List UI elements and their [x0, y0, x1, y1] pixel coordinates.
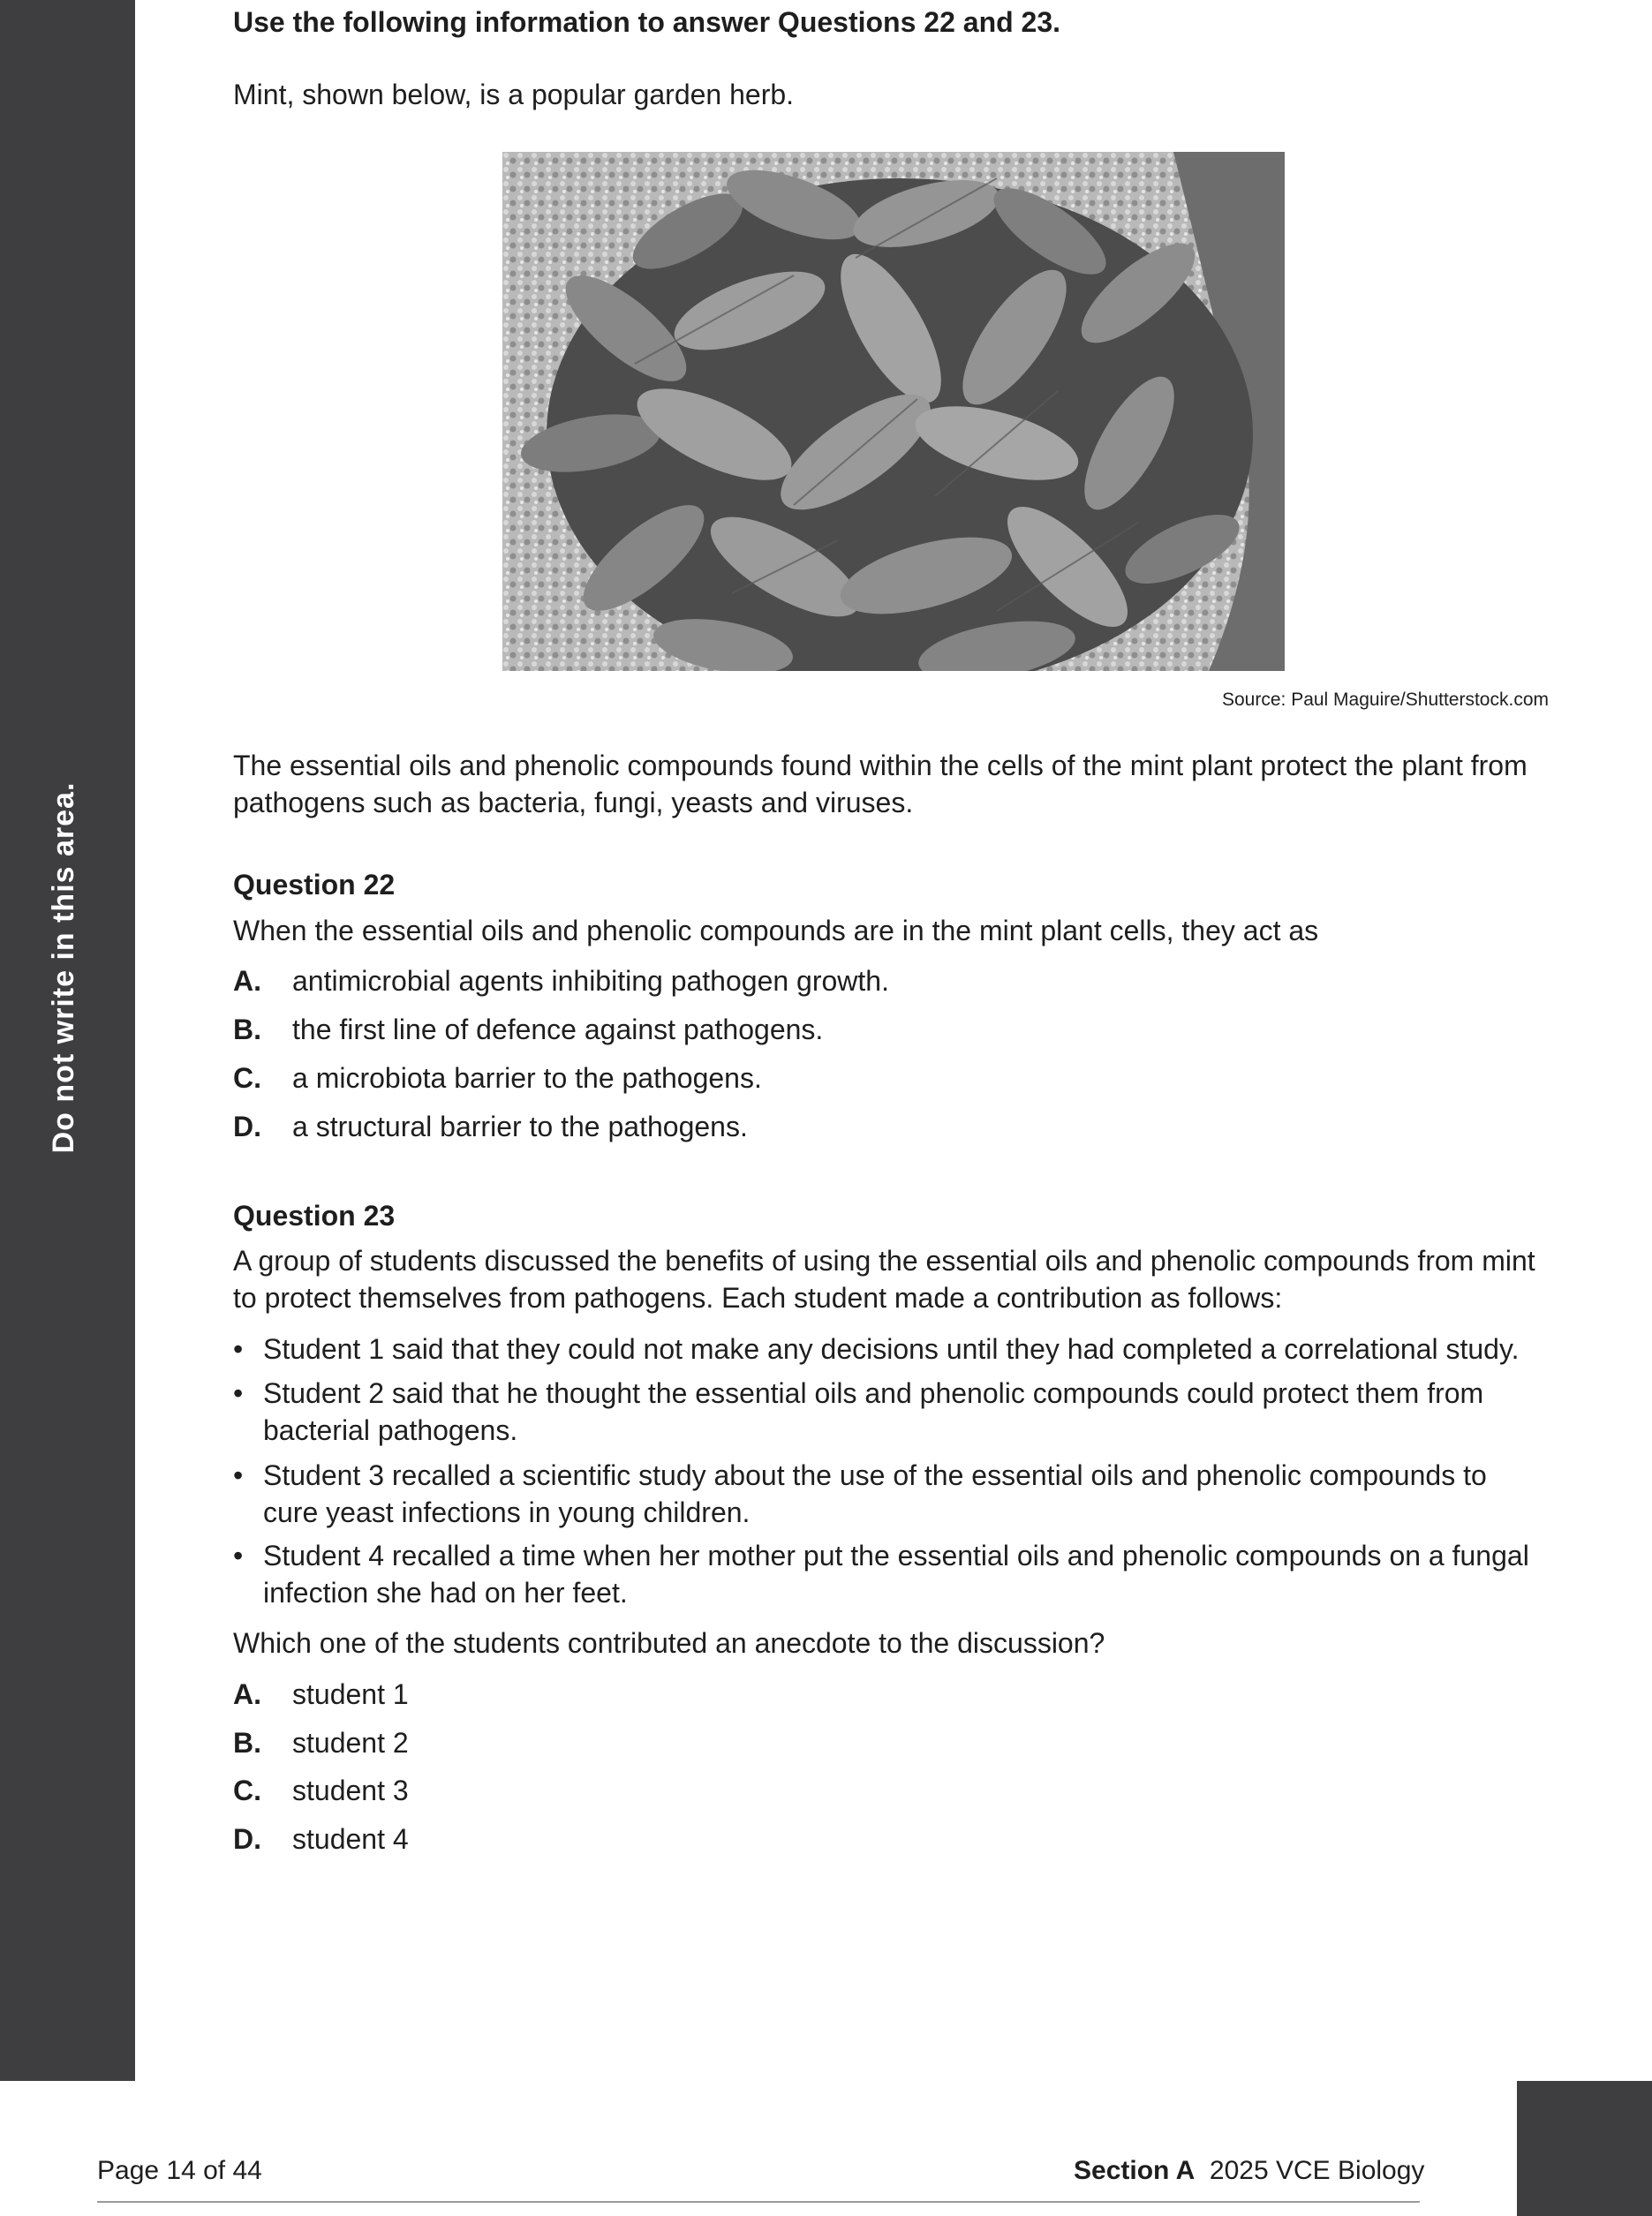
intro-paragraph: The essential oils and phenolic compounds found within the cells of the mint plant protect the plant from pathogens such as bacteria, fungi, yeasts and viruses.	[233, 750, 1528, 818]
bullet-text: Student 2 said that he thought the essential oils and phenolic compounds could protect them from bacterial pathogens.	[263, 1377, 1484, 1446]
option-letter: A.	[233, 1678, 261, 1710]
mint-photo	[502, 152, 1285, 671]
corner-block	[1517, 2081, 1652, 2216]
q23-option-c[interactable]	[233, 1772, 409, 1809]
do-not-write-notice: Do not write in this area.	[47, 781, 80, 1154]
q23-option-b[interactable]	[233, 1724, 409, 1761]
option-text: antimicrobial agents inhibiting pathogen growth.	[292, 965, 889, 997]
footer-divider	[97, 2201, 1420, 2203]
option-letter: D.	[233, 1111, 261, 1142]
bullet-text: Student 1 said that they could not make any decisions until they had completed a correlational study.	[263, 1333, 1520, 1365]
mint-plant-image	[502, 152, 1285, 671]
bullet-text: Student 4 recalled a time when her mother put the essential oils and phenolic compounds on a fungal infection she had on her feet.	[263, 1540, 1529, 1609]
option-text: the first line of defence against pathogens.	[292, 1014, 824, 1045]
option-letter: B.	[233, 1014, 261, 1045]
bullet-dot-icon: •	[233, 1333, 244, 1365]
option-letter: A.	[233, 965, 261, 997]
question-22-stem: When the essential oils and phenolic compounds are in the mint plant cells, they act as	[233, 915, 1319, 946]
q23-option-d[interactable]	[233, 1820, 409, 1858]
bullet-dot-icon: •	[233, 1540, 244, 1572]
footer-section-info	[1074, 2156, 1424, 2186]
q22-option-b[interactable]	[233, 1011, 823, 1048]
footer-section: Section A	[1074, 2156, 1196, 2185]
info-heading: Use the following information to answer Questions 22 and 23.	[233, 6, 1061, 38]
student-4-bullet	[233, 1537, 1549, 1611]
student-1-bullet	[233, 1330, 1558, 1368]
margin-sidebar	[0, 0, 135, 2081]
q22-option-d[interactable]	[233, 1108, 748, 1145]
student-2-bullet	[233, 1375, 1540, 1449]
option-letter: B.	[233, 1727, 261, 1759]
q22-option-a[interactable]	[233, 962, 889, 999]
option-text: student 3	[292, 1775, 409, 1806]
option-text: a microbiota barrier to the pathogens.	[292, 1062, 762, 1094]
option-letter: C.	[233, 1775, 261, 1806]
question-23-title: Question 23	[233, 1200, 396, 1232]
student-3-bullet	[233, 1457, 1540, 1531]
option-text: student 2	[292, 1727, 409, 1759]
option-text: a structural barrier to the pathogens.	[292, 1111, 748, 1142]
image-source-credit: Source: Paul Maguire/Shutterstock.com	[1221, 690, 1549, 710]
bullet-dot-icon: •	[233, 1377, 244, 1409]
question-23-stem: A group of students discussed the benefits of using the essential oils and phenolic compounds from mint to protect themselves from pathogens. Each student made a contribution as follows:	[233, 1245, 1535, 1314]
q23-option-a[interactable]	[233, 1676, 409, 1713]
page-number: Page 14 of 44	[97, 2156, 262, 2185]
question-23-prompt: Which one of the students contributed an anecdote to the discussion?	[233, 1627, 1105, 1659]
q22-option-c[interactable]	[233, 1059, 762, 1097]
intro-line: Mint, shown below, is a popular garden herb.	[233, 79, 795, 110]
bullet-text: Student 3 recalled a scientific study about the use of the essential oils and phenolic compounds to cure yeast infections in young children.	[263, 1459, 1487, 1528]
option-text: student 4	[292, 1823, 409, 1855]
question-22-title: Question 22	[233, 869, 396, 901]
footer-subject: 2025 VCE Biology	[1209, 2156, 1425, 2185]
bullet-dot-icon: •	[233, 1459, 244, 1491]
option-letter: D.	[233, 1823, 261, 1855]
option-text: student 1	[292, 1678, 409, 1710]
option-letter: C.	[233, 1062, 261, 1094]
